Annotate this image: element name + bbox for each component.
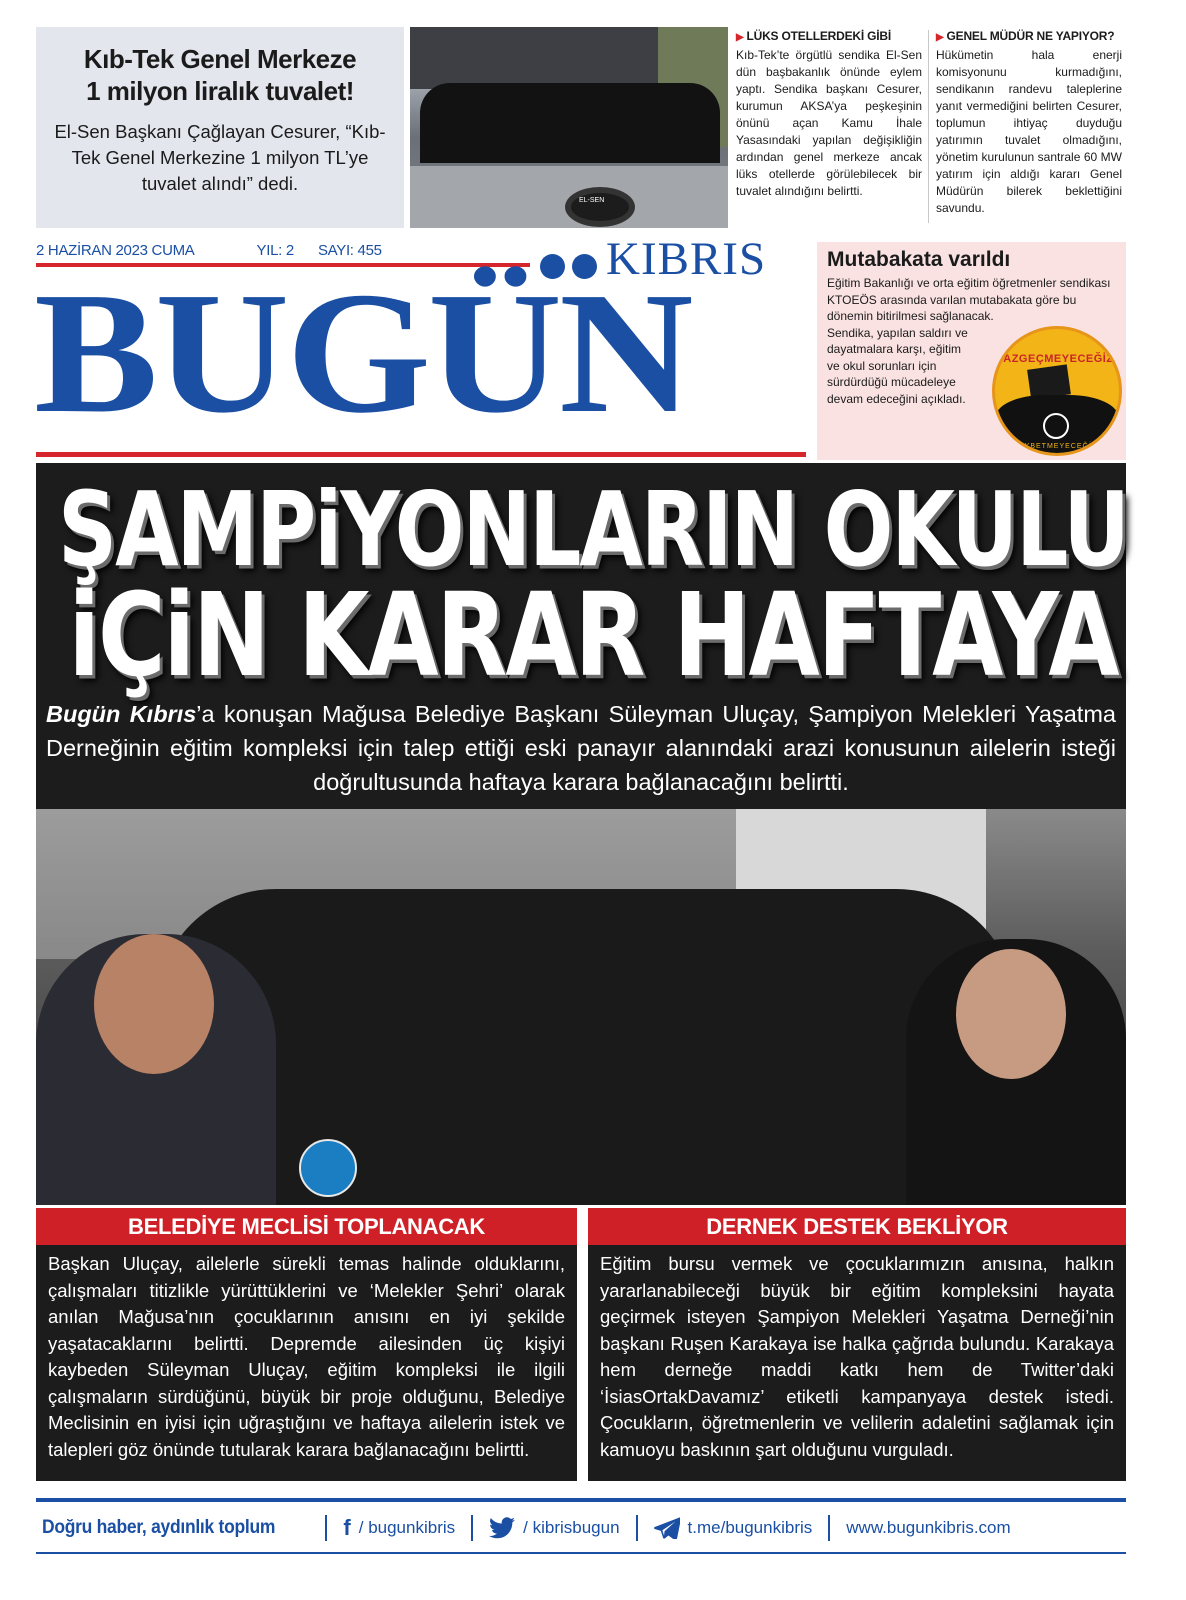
facebook-icon: f xyxy=(343,1515,351,1540)
issue-number: SAYI: 455 xyxy=(317,242,382,259)
footer-divider xyxy=(471,1515,473,1541)
top-promo-box[interactable] xyxy=(36,27,404,228)
facebook-handle: / bugunkibris xyxy=(358,1518,456,1537)
website-url: www.bugunkibris.com xyxy=(846,1518,1011,1537)
badge-bottom-text: KAYBETMEYECEĞİZ! xyxy=(1013,443,1101,450)
column-text: Kıb-Tek’te örgütlü sendika El-Sen dün başbakanlık önünde eylem yaptı. Sendika başkanı Cesurer, kurumun AKSA’ya peşkeşinin önünü açan Kamu İhale Yasasındaki yapılan değişikliğin ardından genel merkeze ancak lüks otellerde görülebilecek bir tuvalet alındığını belirtti. xyxy=(736,48,922,198)
photo-students-group xyxy=(156,889,1016,1205)
main-headline-line1[interactable]: ŞAMPiYONLARIN OKULU xyxy=(58,471,1128,590)
column-kicker xyxy=(936,29,1122,43)
column-divider xyxy=(928,30,929,223)
masthead-logo[interactable]: BUGÜN xyxy=(34,256,691,449)
news-column-lux-hotels[interactable] xyxy=(736,29,922,200)
footer-divider xyxy=(636,1515,638,1541)
protest-badge-icon xyxy=(992,326,1122,456)
main-headline-line2[interactable]: iÇiN KARAR HAFTAYA xyxy=(68,568,1118,703)
twitter-icon xyxy=(489,1517,515,1539)
column-text: Hükümetin hala enerji komisyonunu kurmadığını, sendikanın randevu taleplerine yanıt vermediğini belirten Cesurer, toplumun ihtiyaç duyduğu yatırımın tuvalet olmadığını, yönetim kurulunun santrale 60 MW yatırım için aldığı kararı Genel Müdürün bilerek beklettiğini savundu. xyxy=(936,48,1122,215)
footer-rule-bottom xyxy=(36,1552,1126,1554)
subhead-association[interactable]: DERNEK DESTEK BEKLİYOR xyxy=(588,1208,1126,1245)
column-kicker-text: GENEL MÜDÜR NE YAPIYOR? xyxy=(946,29,1115,43)
website-link[interactable] xyxy=(846,1518,1010,1538)
association-emblem-icon xyxy=(299,1139,357,1197)
mutabakat-body-full: Eğitim Bakanlığı ve orta eğitim öğretmenler sendikası KTOEÖS arasında varılan mutabakata göre bu dönemin bitirilmesi sağlanacak. xyxy=(827,276,1111,323)
subhead-council[interactable]: BELEDİYE MECLİSİ TOPLANACAK xyxy=(36,1208,577,1245)
lede-text: ’a konuşan Mağusa Belediye Başkanı Süleyman Uluçay, Şampiyon Melekleri Yaşatma Derneğinin eğitim kompleksi için talep ettiği eski panayır alanındaki arazi konusunun ailelerin isteği doğrultusunda haftaya karara bağlanacağını belirtti. xyxy=(46,701,1116,795)
photo-protesters xyxy=(420,83,720,163)
telegram-icon xyxy=(654,1517,680,1539)
mutabakat-title: Mutabakata varıldı xyxy=(827,248,1011,271)
mayor-face xyxy=(94,934,214,1074)
photo-tire xyxy=(565,187,635,227)
news-column-general-manager[interactable] xyxy=(936,29,1122,217)
triangle-icon: ▶ xyxy=(736,32,744,43)
column-kicker xyxy=(736,29,922,43)
issue-year: YIL: 2 xyxy=(256,242,294,259)
footer xyxy=(36,1510,1126,1546)
promo-headline xyxy=(50,43,390,107)
president-face xyxy=(956,949,1066,1079)
main-photo xyxy=(36,809,1126,1205)
footer-divider xyxy=(828,1515,830,1541)
protest-photo xyxy=(410,27,728,228)
union-logo-icon xyxy=(1043,413,1069,439)
footer-rule-top xyxy=(36,1498,1126,1502)
masthead-kibris: KIBRIS xyxy=(606,233,767,285)
telegram-link[interactable] xyxy=(654,1517,813,1539)
subtext-council: Başkan Uluçay, ailelerle sürekli temas halinde olduklarını, çalışmaları titizlikle yürüttüklerini ve ‘Melekler Şehri’ olarak anılan Mağusa’nın çocuklarının anısını en iyi şekilde yaşatacaklarını belirtti. Depremde ailesinden üç kişiyi kaybeden Süleyman Uluçay, eğitim kompleksi ile ilgili çalışmaların sürdüğünü, büyük bir proje olduğunu, Belediye Meclisinin en iyisi için uğraştığını ve haftaya ailelerin istek ve talepleri göz önünde tutularak karara bağlanacağını belirtti. xyxy=(36,1245,577,1481)
subtext-association: Eğitim bursu vermek ve çocuklarımızın anısına, halkın yararlanabileceği büyük bir eğitim kompleksini hayata geçirmek isteyen Şampiyon Melekleri Yaşatma Derneği’nin başkanı Ruşen Karakaya ise halka çağrıda bulundu. Karakaya hem derneğe maddi katkı hem de Twitter’daki ‘İsiasOrtakDavamız’ etiketli kampanyaya destek istedi. Çocukların, öğretmenlerin ve velilerin adaletini sağlamak için kamuoyu baskının şart olduğunu vurguladı. xyxy=(588,1245,1126,1481)
masthead-bottom-rule xyxy=(36,452,806,457)
badge-text: VAZGEÇMEYECEĞİZ! xyxy=(996,353,1118,365)
telegram-handle: t.me/bugunkibris xyxy=(687,1518,813,1537)
lede-emphasis: Bugün Kıbrıs xyxy=(46,701,197,727)
column-kicker-text: LÜKS OTELLERDEKİ GİBİ xyxy=(746,29,891,43)
facebook-link[interactable] xyxy=(343,1515,455,1541)
tire-sign: EL-SEN xyxy=(579,197,605,204)
photo-mayor xyxy=(36,934,276,1205)
triangle-icon: ▶ xyxy=(936,32,944,43)
mutabakat-body-narrow: Sendika, yapılan saldırı ve dayatmalara karşı, eğitim ve okul sorunları için sürdürdüğü mücadeleye devam edeceğini açıkladı. xyxy=(827,325,968,406)
promo-headline-line2: 1 milyon liralık tuvalet! xyxy=(86,76,354,106)
promo-headline-line1: Kıb-Tek Genel Merkeze xyxy=(83,44,357,74)
promo-subtext: El-Sen Başkanı Çağlayan Cesurer, “Kıb-Tek Genel Merkezine 1 milyon TL’ye tuvalet alındı” dedi. xyxy=(54,121,386,194)
footer-divider xyxy=(325,1515,327,1541)
mutabakat-box[interactable] xyxy=(817,242,1126,460)
main-lede xyxy=(46,697,1116,799)
footer-slogan: Doğru haber, aydınlık toplum xyxy=(42,1517,276,1538)
twitter-handle: / kibrisbugun xyxy=(523,1518,620,1537)
twitter-link[interactable] xyxy=(489,1517,619,1539)
photo-association-president xyxy=(906,939,1126,1205)
issue-date: 2 HAZİRAN 2023 CUMA xyxy=(36,242,195,259)
